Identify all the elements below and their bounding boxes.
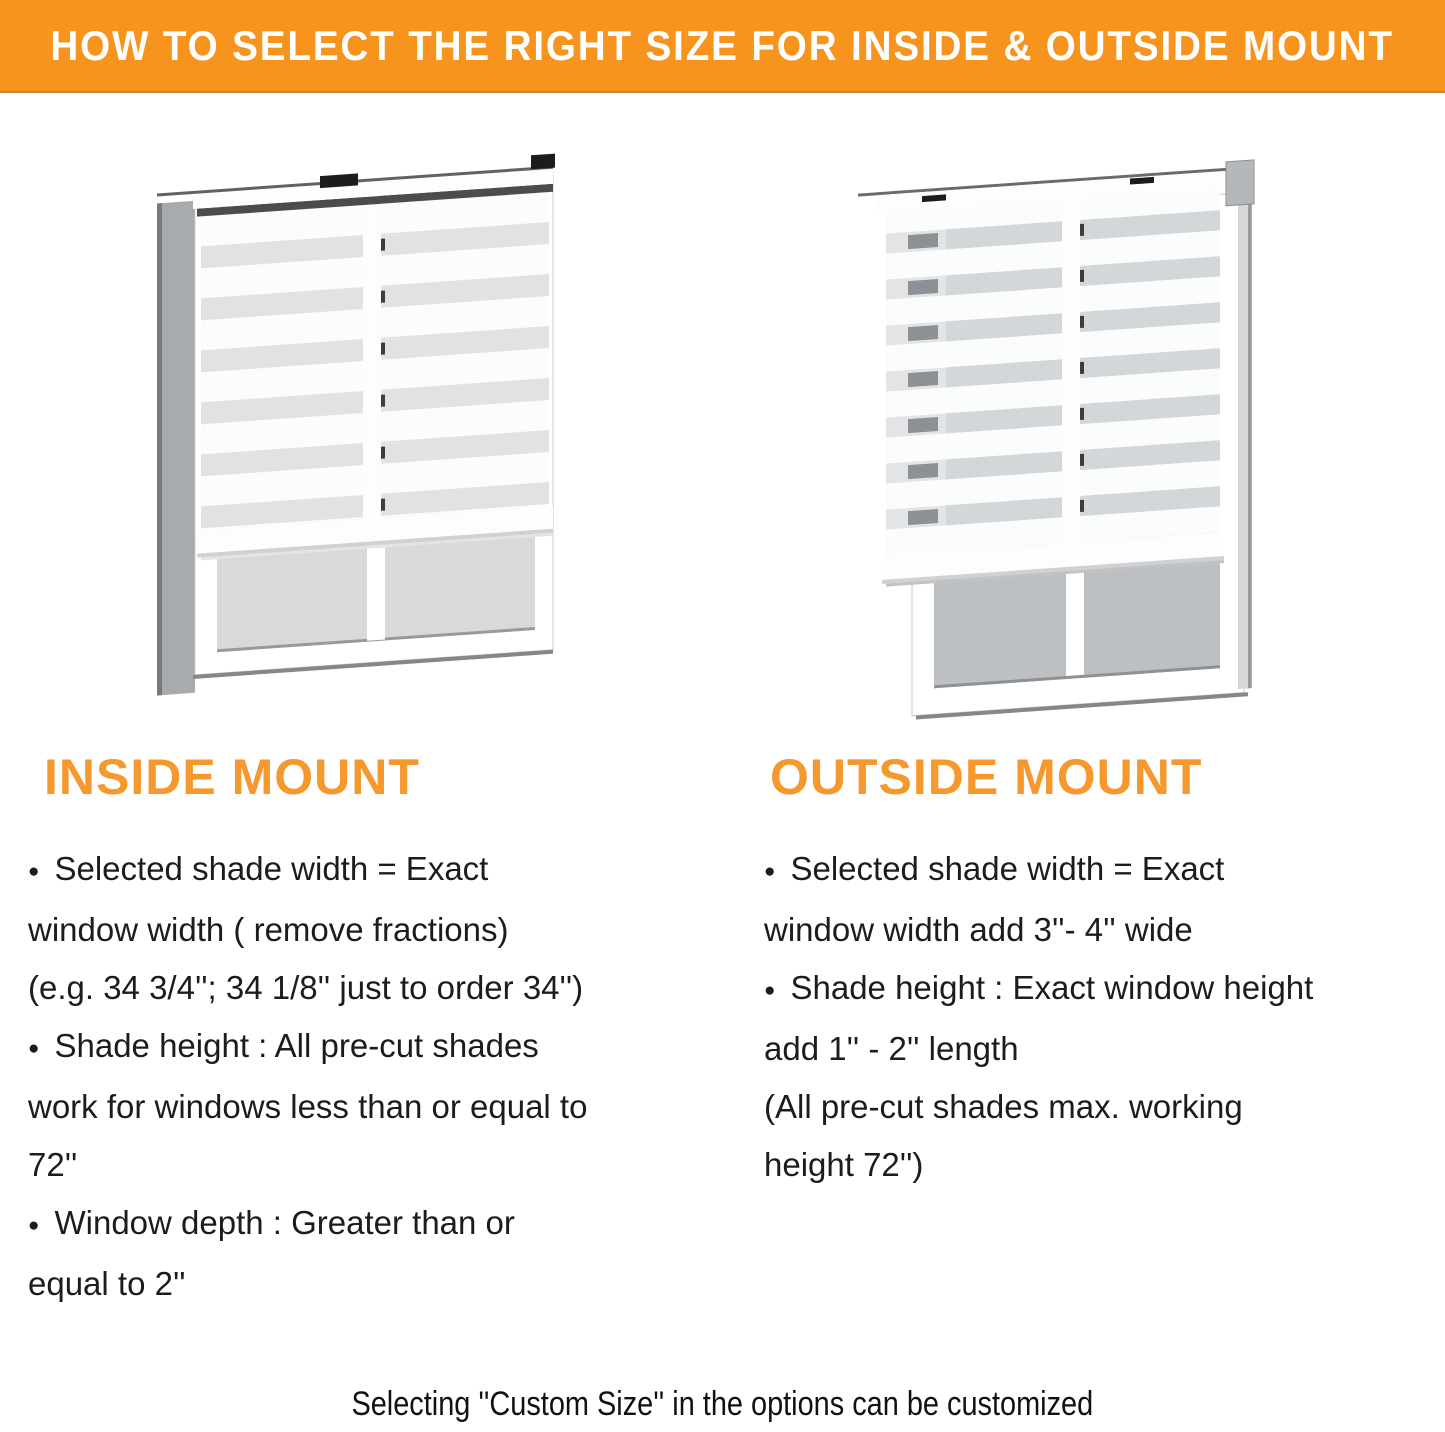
inside-mount-text-line: window width ( remove fractions)	[28, 911, 509, 948]
inside-mount-text-line: ● Window depth : Greater than or	[28, 1194, 728, 1255]
inside-mount-text-line: 72''	[28, 1146, 78, 1183]
outside-mount-text-line: add 1'' - 2'' length	[764, 1030, 1019, 1067]
outside-mount-text-line: (All pre-cut shades max. working	[764, 1088, 1243, 1125]
outside-mount-window-illustration	[852, 128, 1272, 728]
inside-mount-section	[28, 748, 728, 1313]
outside-mount-heading: OUTSIDE MOUNT	[770, 749, 1203, 805]
inside-mount-window	[157, 154, 555, 696]
inside-mount-heading: INSIDE MOUNT	[44, 749, 420, 805]
inside-mount-text-line: work for windows less than or equal to	[28, 1088, 588, 1125]
inside-mount-text-line: ● Shade height : All pre-cut shades	[28, 1017, 728, 1078]
page-title: HOW TO SELECT THE RIGHT SIZE FOR INSIDE & OUTSIDE MOUNT	[50, 21, 1395, 69]
outside-mount-text-line: height 72'')	[764, 1146, 924, 1183]
frame-right-rail	[1238, 202, 1251, 689]
outside-mount-section	[764, 748, 1440, 1194]
inside-mount-text-line: equal to 2''	[28, 1265, 186, 1302]
inside-mount-text-line: ● Selected shade width = Exact	[28, 840, 728, 901]
custom-size-note-text: Selecting ''Custom Size'' in the options can be customized	[351, 1385, 1094, 1423]
custom-size-note	[0, 1383, 1445, 1425]
inside-mount-window-illustration	[135, 133, 575, 733]
inside-mount-text-line: (e.g. 34 3/4''; 34 1/8'' just to order 34'')	[28, 969, 584, 1006]
header-banner	[0, 0, 1445, 93]
outside-mount-text-line: window width add 3''- 4'' wide	[764, 911, 1193, 948]
zebra-shade	[882, 184, 1224, 587]
outside-mount-text-line: ● Selected shade width = Exact	[764, 840, 1440, 901]
outside-mount-window	[858, 160, 1254, 724]
zebra-shade	[197, 190, 553, 561]
outside-mount-text-line: ● Shade height : Exact window height	[764, 959, 1440, 1020]
